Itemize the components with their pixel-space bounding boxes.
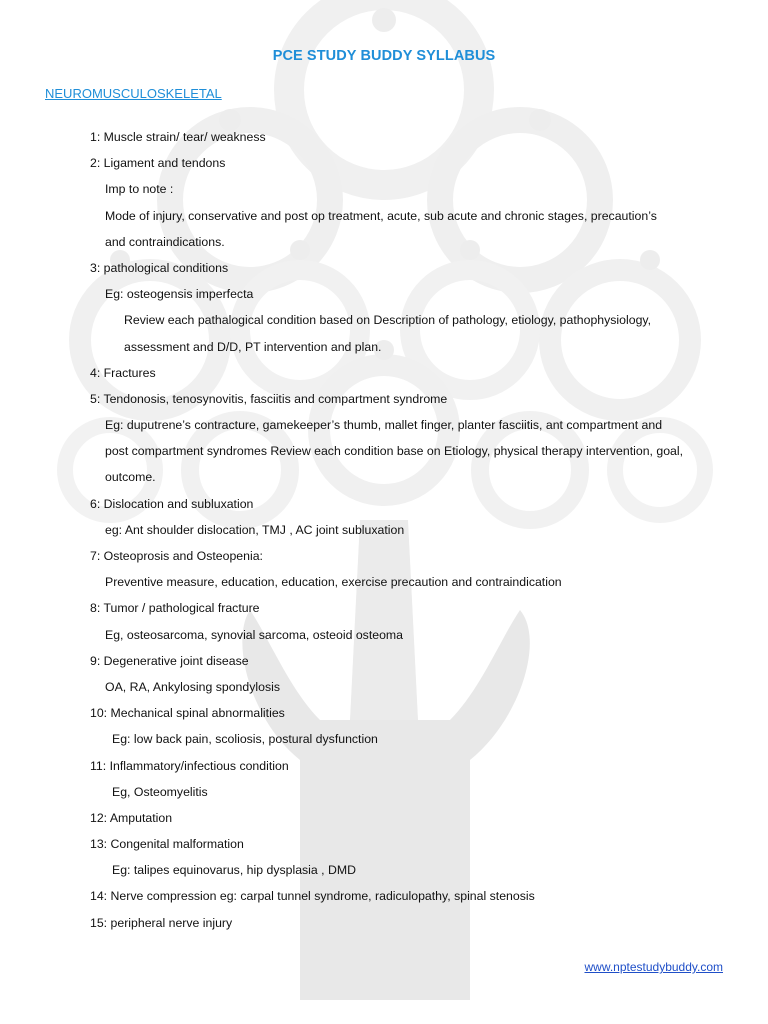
syllabus-list [0, 127, 768, 939]
syllabus-line: 12: Amputation [90, 810, 173, 825]
syllabus-line: 10: Mechanical spinal abnormalities [90, 706, 285, 721]
website-link[interactable]: www.nptestudybuddy.com [584, 960, 723, 974]
syllabus-line: eg: Ant shoulder dislocation, TMJ , AC joint subluxation [105, 522, 405, 537]
syllabus-line: Eg: duputrene’s contracture, gamekeeper’s thumb, mallet finger, planter fasciitis, ant compartment and [105, 418, 663, 433]
syllabus-line: 15: peripheral nerve injury [90, 915, 233, 930]
syllabus-line: 7: Osteoprosis and Osteopenia: [90, 549, 263, 563]
syllabus-line: assessment and D/D, PT intervention and plan. [124, 339, 382, 354]
syllabus-line: Eg, Osteomyelitis [112, 784, 208, 799]
syllabus-line: outcome. [105, 470, 156, 485]
syllabus-line: 4: Fractures [90, 365, 156, 380]
syllabus-line: 9: Degenerative joint disease [90, 653, 249, 668]
syllabus-line: Imp to note : [105, 182, 174, 197]
syllabus-line: Mode of injury, conservative and post op treatment, acute, sub acute and chronic stages, precaution’s [105, 208, 657, 223]
syllabus-line: 5: Tendonosis, tenosynovitis, fasciitis and compartment syndrome [90, 391, 448, 406]
syllabus-line: 8: Tumor / pathological fracture [90, 601, 260, 616]
page-title: PCE STUDY BUDDY SYLLABUS [272, 48, 496, 64]
syllabus-line: 1: Muscle strain/ tear/ weakness [90, 130, 266, 144]
syllabus-line: post compartment syndromes Review each condition base on Etiology, physical therapy intervention, goal, [105, 444, 684, 459]
syllabus-line: 13: Congenital malformation [90, 837, 244, 852]
syllabus-line: 14: Nerve compression eg: carpal tunnel syndrome, radiculopathy, spinal stenosis [90, 889, 535, 904]
syllabus-line: 2: Ligament and tendons [90, 156, 226, 171]
syllabus-line: Review each pathalogical condition based on Description of pathology, etiology, pathophysiology, [124, 313, 652, 328]
syllabus-line: 6: Dislocation and subluxation [90, 496, 254, 511]
syllabus-line: 11: Inflammatory/infectious condition [90, 758, 289, 773]
syllabus-line: Eg: osteogensis imperfecta [105, 287, 254, 302]
syllabus-line: 3: pathological conditions [90, 260, 229, 275]
syllabus-line: Eg: low back pain, scoliosis, postural dysfunction [112, 732, 378, 747]
syllabus-line: Eg, osteosarcoma, synovial sarcoma, osteoid osteoma [105, 627, 404, 642]
syllabus-line: Preventive measure, education, education, exercise precaution and contraindication [105, 575, 562, 590]
syllabus-line: and contraindications. [105, 234, 225, 249]
section-heading: NEUROMUSCULOSKELETAL [45, 86, 222, 101]
syllabus-line: OA, RA, Ankylosing spondylosis [105, 679, 280, 694]
syllabus-line: Eg: talipes equinovarus, hip dysplasia , DMD [112, 863, 357, 878]
